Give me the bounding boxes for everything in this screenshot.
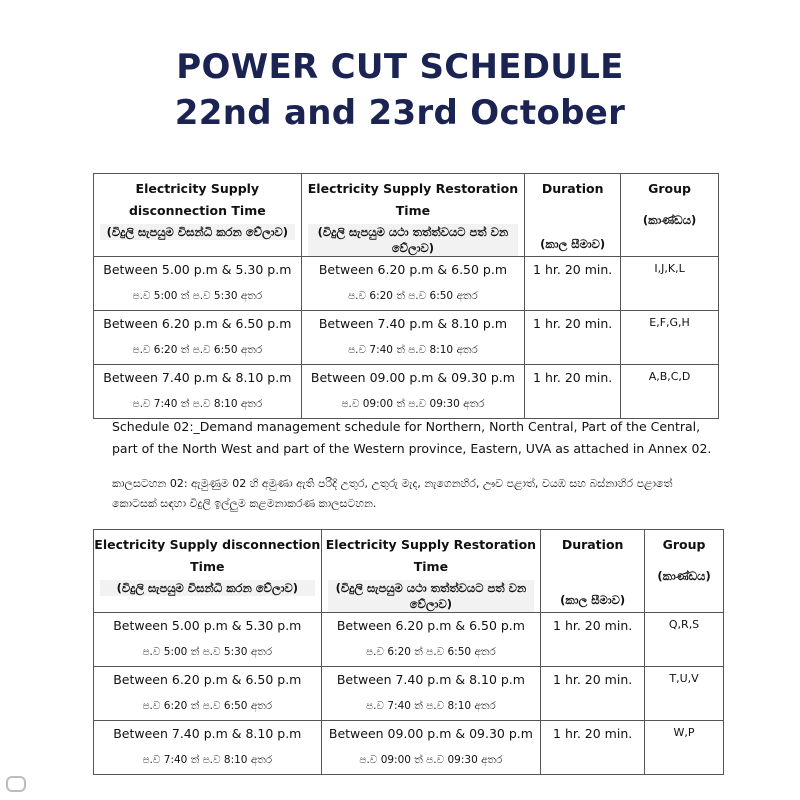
col-group-en: Group [648, 181, 691, 196]
restoration-cell [301, 365, 525, 419]
restoration-si: ප.ව 09:00 ත් ප.ව 09:30 අතර [359, 754, 503, 766]
disconnection-cell [94, 613, 322, 667]
disconnection-en: Between 7.40 p.m & 8.10 p.m [113, 726, 302, 741]
restoration-si: ප.ව 6:20 ත් ප.ව 6:50 අතර [348, 290, 478, 302]
duration-cell [541, 613, 645, 667]
col-restoration [301, 174, 525, 257]
schedule-table-2 [93, 529, 724, 775]
col-disconnection-si: (විදුලි සැපයුම විසන්ධි කරන වේලාව) [100, 224, 295, 240]
col-restoration-en: Electricity Supply Restoration Time [325, 537, 537, 574]
disconnection-en: Between 7.40 p.m & 8.10 p.m [103, 370, 292, 385]
col-duration-si: (කාල සීමාව) [540, 237, 606, 251]
disconnection-cell [94, 667, 322, 721]
restoration-en: Between 09.00 p.m & 09.30 p.m [310, 370, 515, 385]
col-restoration-en: Electricity Supply Restoration Time [307, 181, 519, 218]
table-header-row [94, 174, 719, 257]
table-row [94, 311, 719, 365]
restoration-si: ප.ව 7:40 ත් ප.ව 8:10 අතර [348, 344, 478, 356]
schedule-table-1 [93, 173, 719, 419]
duration-value: 1 hr. 20 min. [553, 672, 633, 687]
group-cell [645, 721, 724, 775]
group-value: A,B,C,D [648, 370, 691, 383]
col-duration [525, 174, 621, 257]
group-value: I,J,K,L [654, 262, 685, 275]
disconnection-en: Between 5.00 p.m & 5.30 p.m [103, 262, 292, 277]
col-disconnection-si: (විදුලි සැපයුම විසන්ධි කරන වේලාව) [100, 580, 315, 596]
col-disconnection [94, 174, 302, 257]
duration-cell [525, 365, 621, 419]
disconnection-si: ප.ව 7:40 ත් ප.ව 8:10 අතර [132, 398, 263, 410]
disconnection-en: Between 6.20 p.m & 6.50 p.m [113, 672, 302, 687]
restoration-si: ප.ව 7:40 ත් ප.ව 8:10 අතර [366, 700, 496, 712]
restoration-si: ප.ව 09:00 ත් ප.ව 09:30 අතර [341, 398, 485, 410]
col-restoration-si: (විදුලි සැපයුම යථා තත්ත්වයට පත් වන වේලාව) [328, 580, 535, 612]
col-duration-en: Duration [561, 537, 624, 552]
group-cell [621, 311, 719, 365]
table-row [94, 613, 724, 667]
page-title [0, 44, 800, 136]
group-value: E,F,G,H [649, 316, 690, 329]
disconnection-si: ප.ව 5:00 ත් ප.ව 5:30 අතර [142, 646, 273, 658]
restoration-cell [301, 311, 525, 365]
group-value: T,U,V [669, 672, 699, 685]
col-disconnection [94, 530, 322, 613]
restoration-cell [301, 257, 525, 311]
table-row [94, 667, 724, 721]
duration-value: 1 hr. 20 min. [533, 262, 613, 277]
col-duration-si: (කාල සීමාව) [560, 593, 626, 607]
col-group-si: (කාණ්ඩය) [657, 569, 711, 583]
col-disconnection-en: Electricity Supply disconnection Time [128, 181, 266, 218]
duration-value: 1 hr. 20 min. [533, 370, 613, 385]
table-header-row [94, 530, 724, 613]
restoration-en: Between 7.40 p.m & 8.10 p.m [318, 316, 508, 331]
disconnection-en: Between 6.20 p.m & 6.50 p.m [103, 316, 292, 331]
disconnection-si: ප.ව 6:20 ත් ප.ව 6:50 අතර [142, 700, 273, 712]
table-row [94, 257, 719, 311]
group-cell [645, 667, 724, 721]
table-row [94, 365, 719, 419]
restoration-en: Between 6.20 p.m & 6.50 p.m [318, 262, 508, 277]
watermark [6, 776, 30, 792]
restoration-cell [321, 667, 541, 721]
schedule-02-description: Schedule 02:_Demand management schedule for Northern, North Central, Part of the Central, part of the North West and part of the Western province, Eastern, UVA as attached in Annex 02. [112, 419, 712, 456]
disconnection-en: Between 5.00 p.m & 5.30 p.m [113, 618, 302, 633]
col-restoration [321, 530, 541, 613]
restoration-cell [321, 721, 541, 775]
disconnection-cell [94, 721, 322, 775]
restoration-en: Between 6.20 p.m & 6.50 p.m [336, 618, 525, 633]
group-cell [645, 613, 724, 667]
col-group [645, 530, 724, 613]
disconnection-cell [94, 311, 302, 365]
duration-cell [525, 311, 621, 365]
group-cell [621, 365, 719, 419]
schedule-02-description-sinhala: කාලසටහන 02: ඇමුණුම 02 හි අමුණා ඇති පරිදි උතුර, උතුරු මැද, නැගෙනහිර, ඌව පළාත්, වයඹ සහ බස්නාහිර පළාතේ කොටසක් සඳහා විදුලි ඉල්ලුම කළමනාකරණ කාලසටහන. [112, 477, 673, 510]
disconnection-si: ප.ව 6:20 ත් ප.ව 6:50 අතර [132, 344, 263, 356]
group-cell [621, 257, 719, 311]
col-disconnection-en: Electricity Supply disconnection Time [94, 537, 321, 574]
col-duration-en: Duration [541, 181, 604, 196]
table-row [94, 721, 724, 775]
col-group-si: (කාණ්ඩය) [642, 213, 697, 227]
restoration-cell [321, 613, 541, 667]
duration-value: 1 hr. 20 min. [553, 618, 633, 633]
title-line-2: 22nd and 23rd October [174, 93, 626, 133]
disconnection-cell [94, 365, 302, 419]
restoration-si: ප.ව 6:20 ත් ප.ව 6:50 අතර [366, 646, 496, 658]
restoration-en: Between 7.40 p.m & 8.10 p.m [336, 672, 525, 687]
col-group [621, 174, 719, 257]
duration-cell [541, 667, 645, 721]
disconnection-si: ප.ව 7:40 ත් ප.ව 8:10 අතර [142, 754, 273, 766]
group-value: Q,R,S [668, 618, 700, 631]
col-restoration-si: (විදුලි සැපයුම යථා තත්ත්වයට පත් වන වේලාව) [308, 224, 519, 256]
duration-value: 1 hr. 20 min. [533, 316, 613, 331]
duration-value: 1 hr. 20 min. [553, 726, 633, 741]
col-duration [541, 530, 645, 613]
disconnection-si: ප.ව 5:00 ත් ප.ව 5:30 අතර [132, 290, 263, 302]
duration-cell [525, 257, 621, 311]
col-group-en: Group [662, 537, 706, 552]
title-line-1: POWER CUT SCHEDULE [176, 47, 624, 87]
group-value: W,P [673, 726, 695, 739]
watermark-logo-icon [6, 776, 26, 792]
restoration-en: Between 09.00 p.m & 09.30 p.m [328, 726, 533, 741]
duration-cell [541, 721, 645, 775]
disconnection-cell [94, 257, 302, 311]
